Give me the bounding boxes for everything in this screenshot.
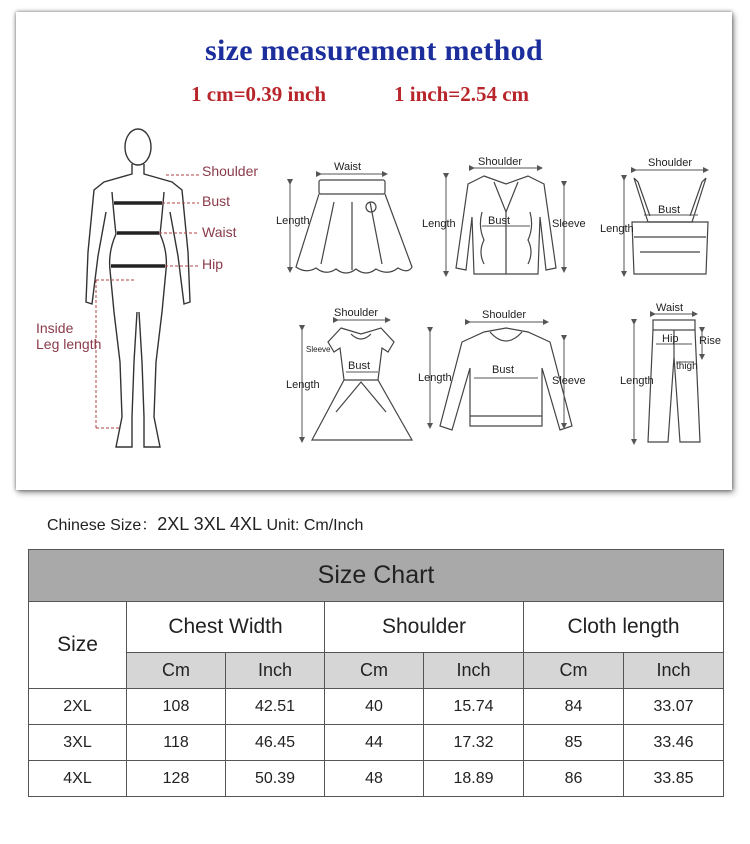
value-cell: 50.39 (226, 761, 325, 797)
sweater-label-length: Length (418, 372, 452, 384)
value-cell: 86 (524, 761, 624, 797)
value-cell: 84 (524, 689, 624, 725)
chinese-size-label: Chinese Size： (47, 517, 158, 534)
unit-header: Inch (226, 653, 325, 689)
value-cell: 33.07 (624, 689, 724, 725)
size-cell: 2XL (29, 689, 127, 725)
body-measure-lines (111, 203, 165, 266)
value-cell: 40 (325, 689, 424, 725)
body-label-waist: Waist (202, 224, 237, 240)
pants-label-waist: Waist (656, 302, 684, 314)
dress-label-bust: Bust (348, 360, 371, 372)
unit-header: Cm (127, 653, 226, 689)
unit-header: Inch (624, 653, 724, 689)
table-row (29, 689, 724, 725)
tank-figure (632, 178, 708, 274)
unit-header: Cm (325, 653, 424, 689)
sweater-label-sleeve: Sleeve (552, 375, 586, 387)
measurement-guide-card (16, 12, 732, 490)
jacket-label-sleeve: Sleeve (552, 218, 586, 230)
jacket-label-length: Length (422, 218, 456, 230)
garment-illustrations (16, 12, 732, 490)
dress-label-shoulder: Shoulder (334, 307, 379, 319)
value-cell: 33.85 (624, 761, 724, 797)
body-label-inside: Inside (36, 320, 74, 336)
dress-label-sleeve: Sleeve (306, 345, 331, 354)
guide-title: size measurement method (205, 34, 543, 67)
value-cell: 128 (127, 761, 226, 797)
value-cell: 118 (127, 725, 226, 761)
body-label-shoulder: Shoulder (202, 163, 259, 179)
size-cell: 4XL (29, 761, 127, 797)
value-cell: 18.89 (424, 761, 524, 797)
size-meta-line (47, 512, 363, 535)
size-chart-table (28, 549, 724, 797)
available-sizes: 2XL 3XL 4XL (157, 514, 263, 534)
value-cell: 42.51 (226, 689, 325, 725)
pants-label-length: Length (620, 375, 654, 387)
size-cell: 3XL (29, 725, 127, 761)
skirt-figure (296, 180, 412, 273)
value-cell: 108 (127, 689, 226, 725)
body-label-leg-length: Leg length (36, 336, 102, 352)
jacket-label-bust: Bust (488, 215, 511, 227)
tank-label-length: Length (600, 223, 634, 235)
body-label-bust: Bust (202, 193, 231, 209)
unit-header: Cm (524, 653, 624, 689)
table-row (29, 725, 724, 761)
pants-label-rise: Rise (699, 335, 722, 347)
cloth-length-header: Cloth length (524, 602, 724, 653)
shoulder-header: Shoulder (325, 602, 524, 653)
body-figure (86, 129, 190, 447)
value-cell: 33.46 (624, 725, 724, 761)
body-label-hip: Hip (202, 256, 224, 272)
sweater-label-shoulder: Shoulder (482, 309, 527, 321)
value-cell: 44 (325, 725, 424, 761)
sweater-label-bust: Bust (492, 364, 515, 376)
dress-label-length: Length (286, 379, 320, 391)
tank-label-bust: Bust (658, 204, 681, 216)
pants-label-hip: Hip (662, 333, 679, 345)
chest-width-header: Chest Width (127, 602, 325, 653)
tank-label-shoulder: Shoulder (648, 157, 693, 169)
table-row (29, 761, 724, 797)
value-cell: 17.32 (424, 725, 524, 761)
jacket-label-shoulder: Shoulder (478, 156, 523, 168)
inch-to-cm-conversion: 1 inch=2.54 cm (394, 82, 530, 106)
pants-label-thigh: thigh (676, 361, 698, 372)
size-chart-title: Size Chart (29, 550, 724, 602)
size-column-header: Size (29, 602, 127, 689)
unit-label: Unit: Cm/Inch (266, 517, 364, 534)
value-cell: 85 (524, 725, 624, 761)
value-cell: 46.45 (226, 725, 325, 761)
cm-to-inch-conversion: 1 cm=0.39 inch (191, 82, 327, 106)
skirt-label-waist: Waist (334, 161, 362, 173)
skirt-label-length: Length (276, 215, 310, 227)
value-cell: 15.74 (424, 689, 524, 725)
unit-header: Inch (424, 653, 524, 689)
value-cell: 48 (325, 761, 424, 797)
